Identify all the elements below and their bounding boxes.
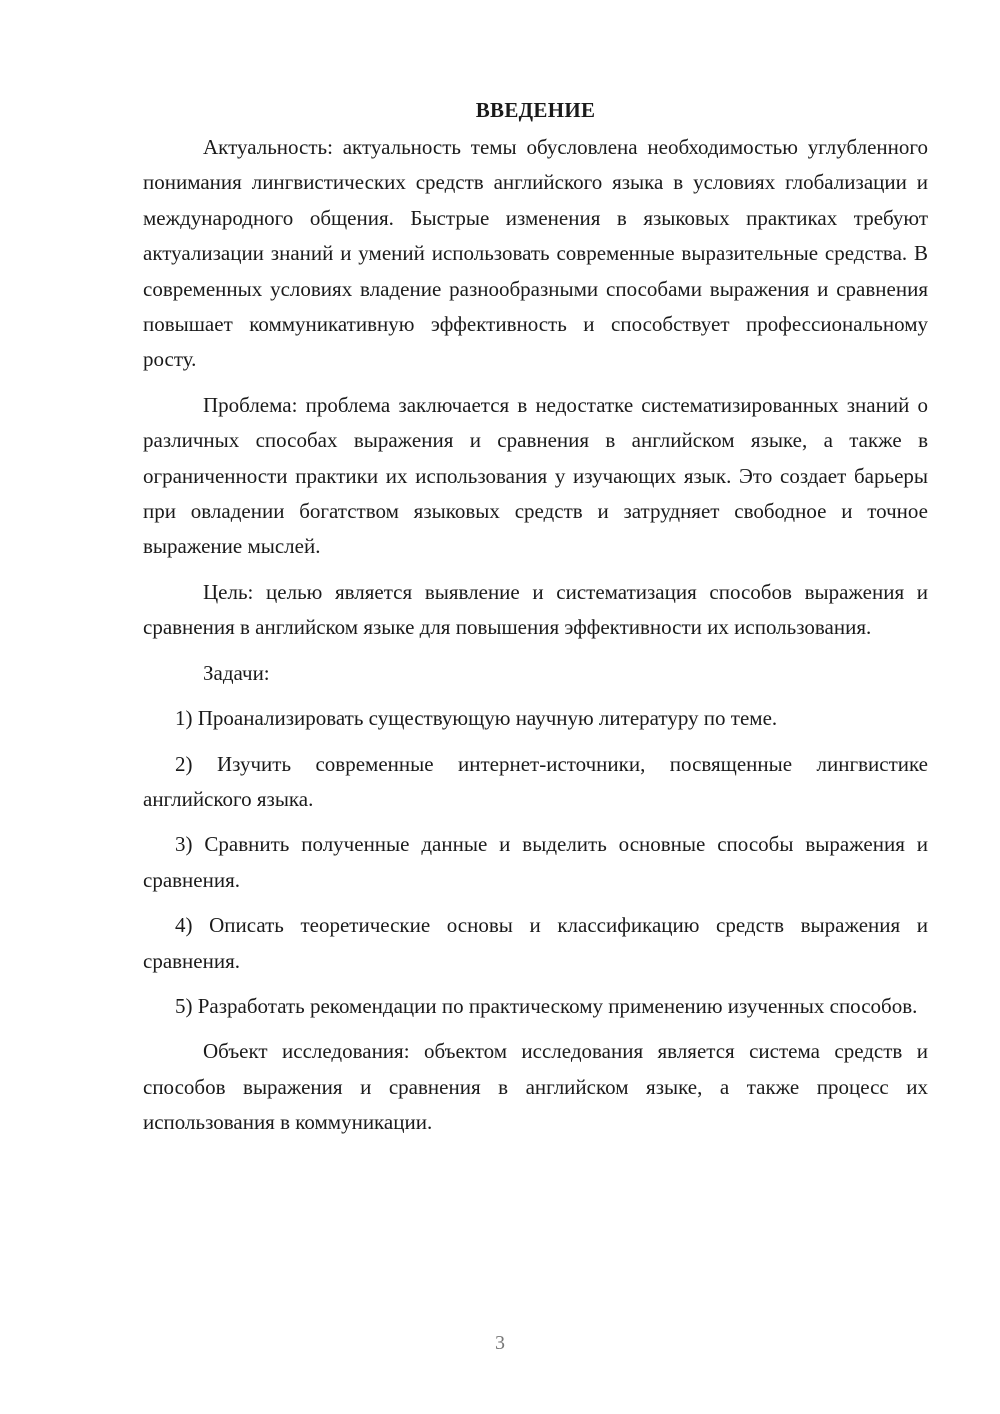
tasks-list — [143, 701, 928, 1024]
problem-paragraph: Проблема: проблема заключается в недостатке систематизированных знаний о различных способах выражения и сравнения в английском языке, а также в ограниченности практики их использования у изучающих язык. Это создает барьеры при овладении богатством языковых средств и затрудняет свободное и точное выражение мыслей. — [143, 392, 928, 559]
task-item: 4) Описать теоретические основы и классификацию средств выражения и сравнения. — [143, 913, 928, 973]
page-number: 3 — [495, 1332, 505, 1354]
tasks-heading: Задачи: — [203, 660, 270, 685]
task-item: 3) Сравнить полученные данные и выделить основные способы выражения и сравнения. — [143, 832, 928, 892]
object-paragraph: Объект исследования: объектом исследования является система средств и способов выражения и сравнения в английском языке, а также процесс их использования в коммуникации. — [143, 1039, 928, 1135]
relevance-paragraph: Актуальность: актуальность темы обусловлена необходимостью углубленного понимания лингвистических средств английского языка в условиях глобализации и международного общения. Быстрые изменения в языковых практиках требуют актуализации знаний и умений использовать современные выразительные средства. В современных условиях владение разнообразными способами выражения и сравнения повышает коммуникативную эффективность и способствует профессиональному росту. — [143, 135, 928, 372]
section-title: ВВЕДЕНИЕ — [475, 98, 596, 122]
document-page — [143, 92, 928, 1151]
task-item: 2) Изучить современные интернет-источники, посвященные лингвистике английского языка. — [143, 751, 928, 811]
task-item: 5) Разработать рекомендации по практическому применению изученных способов. — [175, 993, 918, 1018]
task-item: 1) Проанализировать существующую научную литературу по теме. — [175, 706, 778, 731]
goal-paragraph: Цель: целью является выявление и систематизация способов выражения и сравнения в английском языке для повышения эффективности их использования. — [143, 579, 928, 640]
